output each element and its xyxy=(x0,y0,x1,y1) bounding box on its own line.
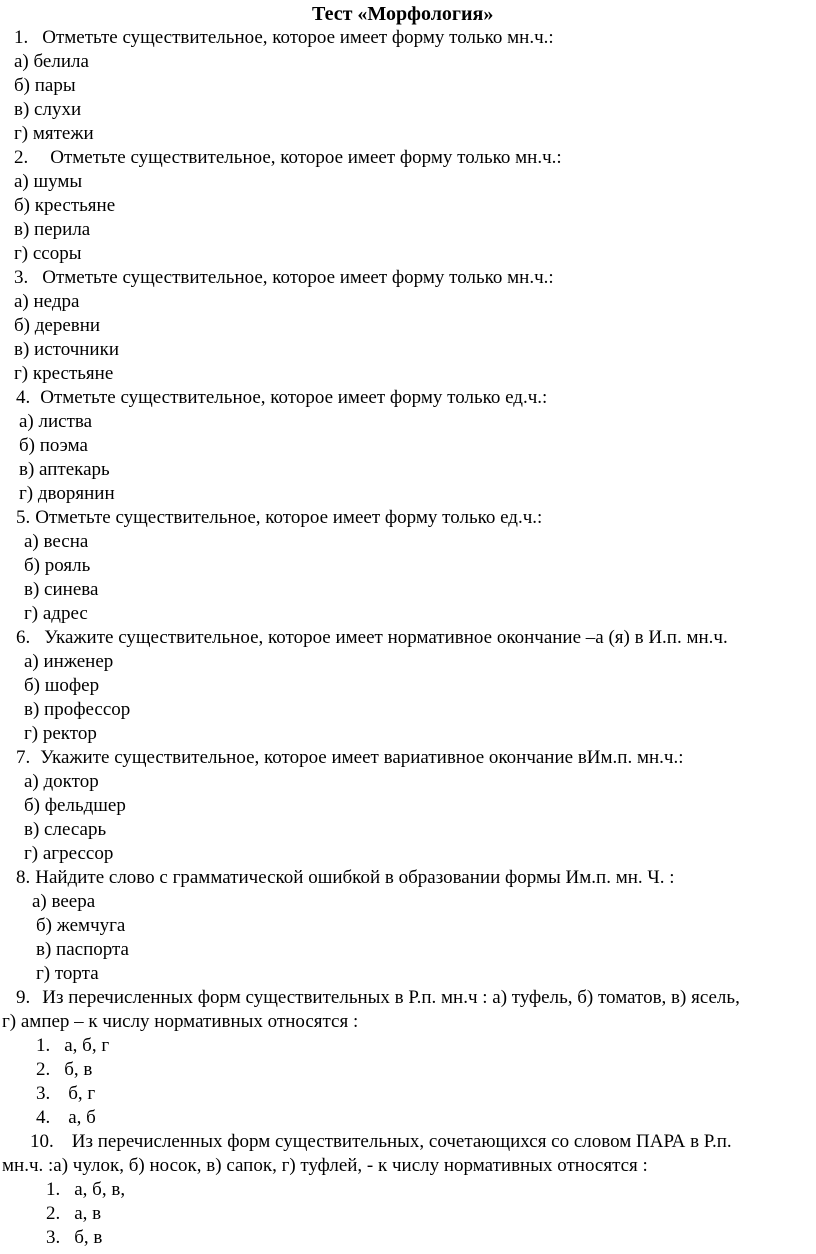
q4-option-d: г) дворянин xyxy=(19,483,115,504)
question-7-number: 7. xyxy=(16,747,31,768)
q9-option-3-number: 3. xyxy=(36,1083,51,1104)
q5-option-d: г) адрес xyxy=(24,603,88,624)
q3-option-c: в) источники xyxy=(14,339,120,360)
q2-option-c: в) перила xyxy=(14,219,91,240)
question-10-number: 10. xyxy=(30,1131,54,1152)
question-4-text: Отметьте существительное, которое имеет форму только ед.ч.: xyxy=(40,387,548,408)
q1-option-b: б) пары xyxy=(14,75,76,96)
q9-option-1 xyxy=(36,1034,109,1058)
question-1 xyxy=(14,26,554,50)
q4-option-b: б) поэма xyxy=(19,435,88,456)
q9-option-4-text: а, б xyxy=(68,1107,96,1128)
q10-option-1-text: а, б, в, xyxy=(74,1179,126,1200)
question-9-text: Из перечисленных форм существительных в Р.п. мн.ч : а) туфель, б) томатов, в) ясель, xyxy=(42,987,740,1008)
question-10 xyxy=(30,1130,732,1154)
question-9 xyxy=(16,986,740,1010)
question-8-number: 8. xyxy=(16,867,31,888)
q10-option-3-text: б, в xyxy=(74,1227,103,1248)
question-5-text: Отметьте существительное, которое имеет форму только ед.ч.: xyxy=(35,507,543,528)
question-8 xyxy=(16,866,675,890)
question-9-text-continued: г) ампер – к числу нормативных относятся : xyxy=(2,1011,359,1032)
q10-option-2 xyxy=(46,1202,101,1226)
q10-option-1 xyxy=(46,1178,125,1202)
q7-option-b: б) фельдшер xyxy=(24,795,126,816)
q9-option-2-text: б, в xyxy=(64,1059,93,1080)
q5-option-b: б) рояль xyxy=(24,555,91,576)
q1-option-c: в) слухи xyxy=(14,99,82,120)
question-3-number: 3. xyxy=(14,267,29,288)
question-2-text: Отметьте существительное, которое имеет форму только мн.ч.: xyxy=(50,147,562,168)
q8-option-b: б) жемчуга xyxy=(36,915,126,936)
q9-option-1-number: 1. xyxy=(36,1035,51,1056)
q3-option-a: а) недра xyxy=(14,291,80,312)
q9-option-4 xyxy=(36,1106,96,1130)
q9-option-2-number: 2. xyxy=(36,1059,51,1080)
question-7-text: Укажите существительное, которое имеет вариативное окончание вИм.п. мн.ч.: xyxy=(40,747,684,768)
q9-option-3-text: б, г xyxy=(68,1083,96,1104)
q10-option-2-number: 2. xyxy=(46,1203,61,1224)
q8-option-c: в) паспорта xyxy=(36,939,129,960)
q6-option-a: а) инженер xyxy=(24,651,114,672)
question-4 xyxy=(16,386,547,410)
question-6 xyxy=(16,626,728,650)
q6-option-d: г) ректор xyxy=(24,723,97,744)
question-4-number: 4. xyxy=(16,387,31,408)
question-5-number: 5. xyxy=(16,507,31,528)
question-7 xyxy=(16,746,684,770)
question-5 xyxy=(16,506,542,530)
document-title: Тест «Морфология» xyxy=(312,3,494,25)
q4-option-c: в) аптекарь xyxy=(19,459,110,480)
question-9-number: 9. xyxy=(16,987,31,1008)
question-2 xyxy=(14,146,562,170)
q8-option-d: г) торта xyxy=(36,963,99,984)
q7-option-a: а) доктор xyxy=(24,771,99,792)
q5-option-a: а) весна xyxy=(24,531,89,552)
q9-option-1-text: а, б, г xyxy=(64,1035,110,1056)
question-10-text: Из перечисленных форм существительных, сочетающихся со словом ПАРА в Р.п. xyxy=(71,1131,732,1152)
question-6-number: 6. xyxy=(16,627,31,648)
q6-option-b: б) шофер xyxy=(24,675,100,696)
question-10-text-continued: мн.ч. :а) чулок, б) носок, в) сапок, г) туфлей, - к числу нормативных относятся : xyxy=(2,1155,648,1176)
question-8-text: Найдите слово с грамматической ошибкой в образовании формы Им.п. мн. Ч. : xyxy=(35,867,675,888)
q3-option-d: г) крестьяне xyxy=(14,363,114,384)
q5-option-c: в) синева xyxy=(24,579,99,600)
question-1-text: Отметьте существительное, которое имеет форму только мн.ч.: xyxy=(42,27,554,48)
q9-option-3 xyxy=(36,1082,95,1106)
q4-option-a: а) листва xyxy=(19,411,93,432)
question-3 xyxy=(14,266,554,290)
q7-option-d: г) агрессор xyxy=(24,843,114,864)
q10-option-2-text: а, в xyxy=(74,1203,102,1224)
q10-option-3 xyxy=(46,1226,102,1250)
q1-option-d: г) мятежи xyxy=(14,123,94,144)
q10-option-1-number: 1. xyxy=(46,1179,61,1200)
q6-option-c: в) профессор xyxy=(24,699,131,720)
q9-option-2 xyxy=(36,1058,92,1082)
question-3-text: Отметьте существительное, которое имеет форму только мн.ч.: xyxy=(42,267,554,288)
q9-option-4-number: 4. xyxy=(36,1107,51,1128)
q10-option-3-number: 3. xyxy=(46,1227,61,1248)
question-2-number: 2. xyxy=(14,147,29,168)
q8-option-a: а) веера xyxy=(32,891,96,912)
q2-option-d: г) ссоры xyxy=(14,243,82,264)
q1-option-a: а) белила xyxy=(14,51,89,72)
q3-option-b: б) деревни xyxy=(14,315,101,336)
q7-option-c: в) слесарь xyxy=(24,819,107,840)
q2-option-a: а) шумы xyxy=(14,171,83,192)
question-1-number: 1. xyxy=(14,27,29,48)
question-6-text: Укажите существительное, которое имеет нормативное окончание –а (я) в И.п. мн.ч. xyxy=(44,627,728,648)
q2-option-b: б) крестьяне xyxy=(14,195,116,216)
